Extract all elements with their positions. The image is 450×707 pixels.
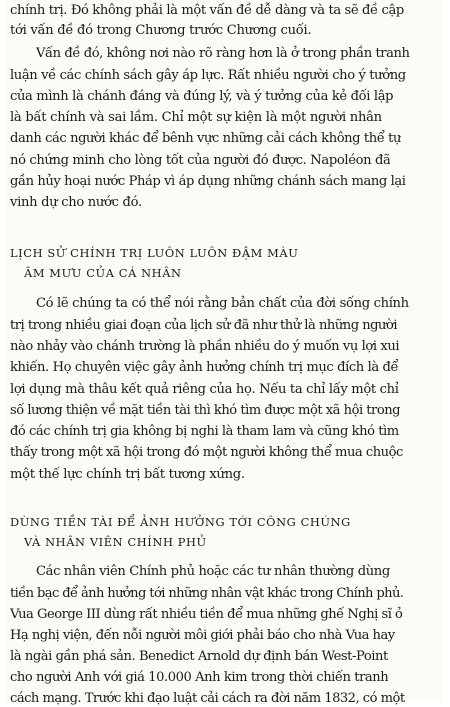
paragraph-line: gần hủy hoại nước Pháp vì áp dụng những chánh sách mang lại (10, 174, 406, 189)
paragraph-line: vinh dự cho nước đó. (10, 195, 142, 210)
section-heading: ÂM MƯU CỦA CÁ NHÂN (24, 266, 182, 280)
paragraph-line: luận về các chính sách gây áp lực. Rất nhiều người cho ý tưởng (10, 68, 406, 83)
paragraph-line: nó chứng minh cho lòng tốt của người đó được. Napoléon đã (10, 153, 391, 168)
paragraph-line: Có lẽ chúng ta có thể nói rằng bản chất của đời sống chính (36, 296, 409, 311)
paragraph-line: Các nhân viên Chính phủ hoặc các tư nhân thường dùng (36, 564, 390, 579)
paragraph-line: trị trong nhiều giai đoạn của lịch sử đã như thử là những người (10, 318, 398, 333)
paragraph-line: là bất chính và sai lầm. Chỉ một sự kiện là một người nhân (10, 110, 382, 125)
paragraph-line: Vua George III dùng rất nhiều tiền để mua những ghế Nghị sĩ ở (10, 607, 403, 622)
paragraph-line: danh các người khác để bênh vực những cải cách không thể tự (10, 131, 401, 146)
paragraph-line: là ngài gần phá sản. Benedict Arnold dự định bán West-Point (10, 649, 388, 664)
paragraph-line: cho người Anh với giá 10.000 Anh kim trong thời chiến tranh (10, 670, 389, 685)
paragraph-line: một thế lực chính trị bất tương xứng. (10, 467, 245, 482)
section-heading: VÀ NHÂN VIÊN CHÍNH PHỦ (24, 535, 207, 549)
paragraph-line: Vấn đề đó, không nơi nào rõ ràng hơn là ở trong phần tranh (36, 46, 410, 61)
paragraph-line: tới vấn đề đó trong Chương trước Chương cuối. (10, 23, 312, 38)
paragraph-line: của mình là chánh đáng và đúng lý, và ý tưởng của kẻ đối lập (10, 89, 394, 104)
paragraph-line: nào nhảy vào chánh trường là phần nhiều do ý muốn vụ lợi xui (10, 339, 400, 354)
paragraph-line: khiến. Họ chuyên việc gây ảnh hưởng chính trị mục đích là để (10, 360, 399, 375)
paragraph-line: số lương thiện về mặt tiền tài thì khó tìm được một xã hội trong (10, 403, 401, 418)
paragraph-line: tiền bạc để ảnh hưởng tới những nhân vật khác trong Chính phủ. (10, 586, 404, 601)
document-page (6, 0, 442, 706)
paragraph-line: chính trị. Đó không phải là một vấn đề dễ dàng và ta sẽ đề cập (10, 3, 404, 18)
paragraph-line: Hạ nghị viện, đến nỗi người môi giới phải báo cho nhà Vua hay (10, 628, 395, 643)
paragraph-line: đó các chính trị gia không bị nghi là tham lam và cũng khó tìm (10, 424, 399, 439)
paragraph-line: lợi dụng mà thâu kết quả riêng của họ. Nếu ta chỉ lấy một chỉ (10, 382, 399, 397)
paragraph-line: thấy trong một xã hội trong đó một người không thể mua chuộc (10, 445, 403, 460)
paragraph-line: cách mạng. Trước khi đạo luật cải cách ra đời năm 1832, có một (10, 691, 405, 706)
section-heading: DÙNG TIỀN TÀI ĐỂ ẢNH HƯỞNG TỚI CÔNG CHÚNG (10, 515, 351, 529)
section-heading: LỊCH SỬ CHÍNH TRỊ LUÔN LUÔN ĐẬM MÀU (10, 246, 299, 260)
